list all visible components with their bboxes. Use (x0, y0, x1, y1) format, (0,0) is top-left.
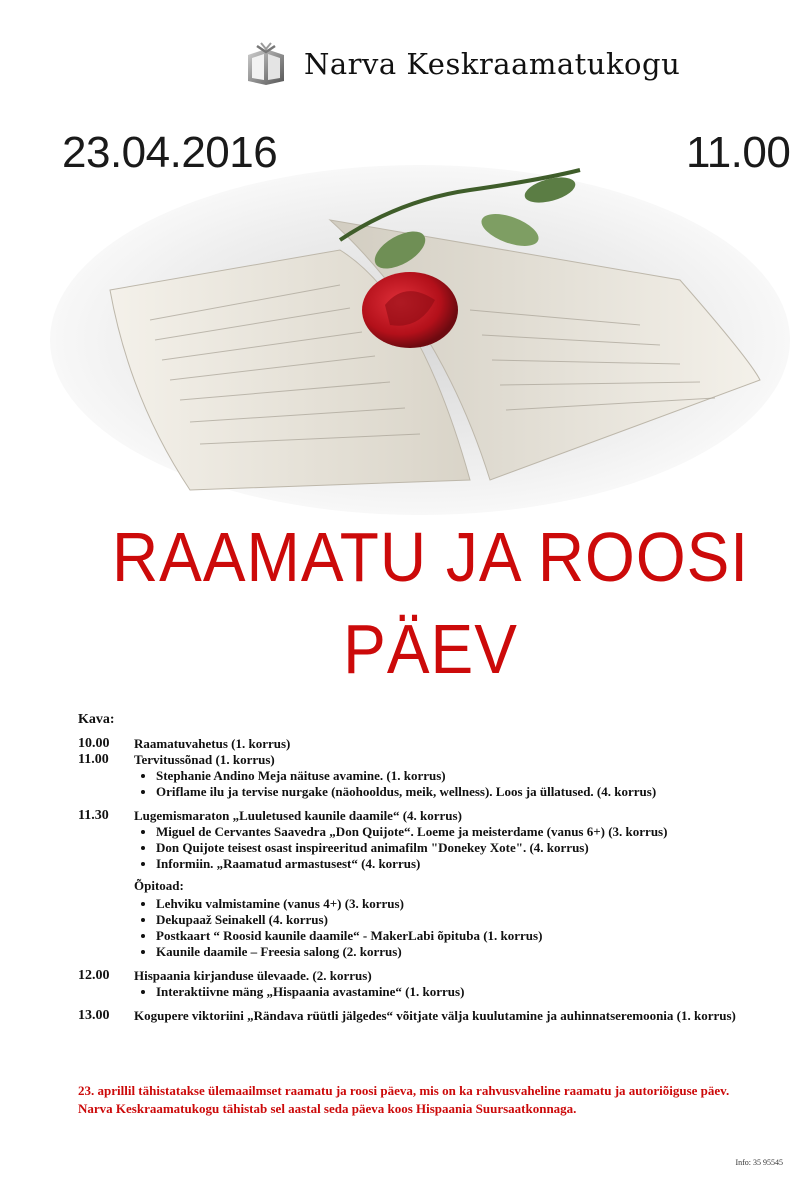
book-rose-illustration (40, 160, 800, 520)
slot-text: Hispaania kirjanduse ülevaade. (2. korrus) (134, 968, 372, 983)
workshop-item: • Dekupaaž Seinakell (4. korrus) (156, 912, 798, 928)
library-name: Narva Keskraamatukogu (304, 47, 681, 81)
slot-item: • Stephanie Andino Meja näituse avamine. (1. korrus) (156, 768, 798, 784)
event-notice (78, 1082, 798, 1118)
slot-time: 13.00 (78, 1008, 110, 1023)
workshop-item: • Kaunile daamile – Freesia salong (2. korrus) (156, 944, 798, 960)
slot-text: Kogupere viktoriini „Rändava rüütli jälgedes“ võitjate välja kuulutamine ja auhinnatseremoonia (1. korrus) (134, 1008, 736, 1023)
slot-time: 12.00 (78, 968, 110, 983)
program-slot (78, 808, 798, 960)
workshop-item: • Lehviku valmistamine (vanus 4+) (3. korrus) (156, 896, 798, 912)
notice-line: Narva Keskraamatukogu tähistab sel aastal seda päeva koos Hispaania Suursaatkonnaga. (78, 1101, 577, 1116)
slot-text: Raamatuvahetus (1. korrus) (134, 736, 291, 751)
slot-item: • Informiin. „Raamatud armastusest“ (4. korrus) (156, 856, 798, 872)
slot-time: 11.30 (78, 808, 109, 823)
slot-item: • Don Quijote teisest osast inspireeritud animafilm "Donekey Xote". (4. korrus) (156, 840, 798, 856)
program (78, 712, 798, 1024)
program-slot (78, 752, 798, 800)
header (244, 38, 680, 90)
workshops-heading: Õpitoad: (134, 878, 184, 893)
event-title-line2: PÄEV (343, 610, 518, 688)
notice-line: 23. aprillil tähistatakse ülemaailmset raamatu ja roosi päeva, mis on ka rahvusvaheline raamatu ja autoriõiguse päev. (78, 1083, 730, 1098)
event-date: 23.04.2016 (62, 128, 278, 177)
slot-text: Lugemismaraton „Luuletused kaunile daamile“ (4. korrus) (134, 808, 462, 823)
slot-item: • Interaktiivne mäng „Hispaania avastamine“ (1. korrus) (156, 984, 798, 1000)
slot-text: Tervitussõnad (1. korrus) (134, 752, 275, 767)
event-time: 11.00 (686, 128, 791, 177)
slot-time: 11.00 (78, 752, 109, 767)
contact-info: Info: 35 95545 (735, 1158, 783, 1167)
event-title-line1: RAAMATU JA ROOSI (111, 518, 750, 596)
book-logo-icon (244, 41, 288, 87)
slot-item: • Miguel de Cervantes Saavedra „Don Quijote“. Loeme ja meisterdame (vanus 6+) (3. korrus) (156, 824, 798, 840)
workshop-item: • Postkaart “ Roosid kaunile daamile“ - MakerLabi õpituba (1. korrus) (156, 928, 798, 944)
program-slot (78, 968, 798, 1000)
program-slot (78, 736, 798, 752)
slot-time: 10.00 (78, 736, 110, 751)
slot-item: • Oriflame ilu ja tervise nurgake (näohooldus, meik, wellness). Loos ja üllatused. (4. korrus) (156, 784, 798, 800)
program-slot (78, 1008, 798, 1024)
program-heading: Kava: (78, 712, 115, 727)
